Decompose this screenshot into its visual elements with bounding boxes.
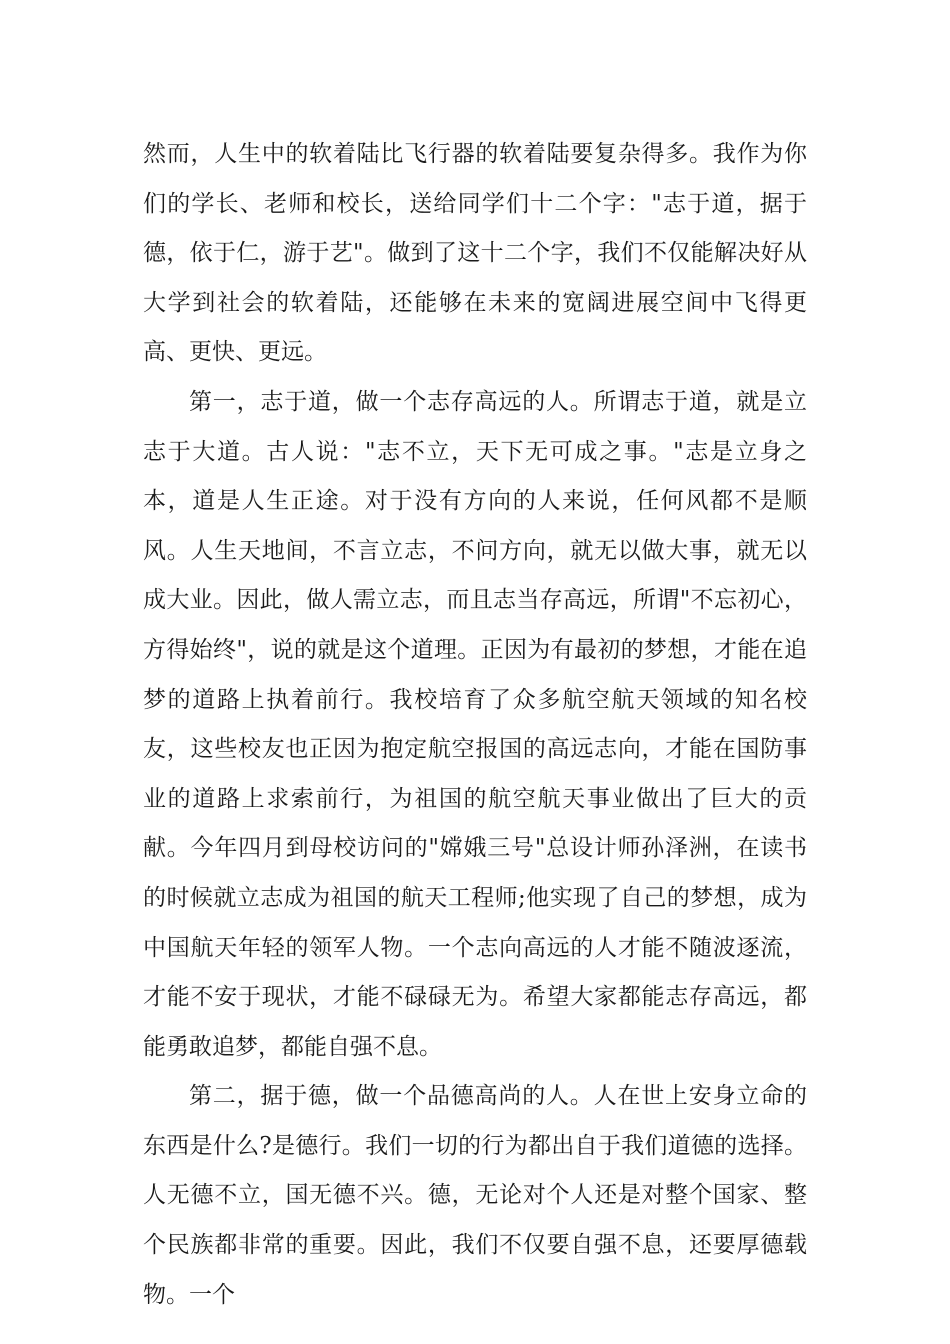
paragraph-second-point: 第二，据于德，做一个品德高尚的人。人在世上安身立命的东西是什么?是德行。我们一切的行为都出自于我们道德的选择。人无德不立，国无德不兴。德，无论对个人还是对整个国家、整个民族都非常的重要。因此，我们不仅要自强不息，还要厚德载物。一个 xyxy=(143,1083,807,1308)
paragraph-first-point: 第一，志于道，做一个志存高远的人。所谓志于道，就是立志于大道。古人说："志不立，天下无可成之事。"志是立身之本，道是人生正途。对于没有方向的人来说，任何风都不是顺风。人生天地间，不言立志，不问方向，就无以做大事，就无以成大业。因此，做人需立志，而且志当存高远，所谓"不忘初心，方得始终"，说的就是这个道理。正因为有最初的梦想，才能在追梦的道路上执着前行。我校培育了众多航空航天领域的知名校友，这些校友也正因为抱定航空报国的高远志向，才能在国防事业的道路上求索前行，为祖国的航空航天事业做出了巨大的贡献。今年四月到母校访问的"嫦娥三号"总设计师孙泽洲，在读书的时候就立志成为祖国的航天工程师;他实现了自己的梦想，成为中国航天年轻的领军人物。一个志向高远的人才能不随波逐流，才能不安于现状，才能不碌碌无为。希望大家都能志存高远，都能勇敢追梦，都能自强不息。 xyxy=(143,388,807,1060)
document-body xyxy=(143,130,807,1320)
paragraph-intro: 然而，人生中的软着陆比飞行器的软着陆要复杂得多。我作为你们的学长、老师和校长，送给同学们十二个字："志于道，据于德，依于仁，游于艺"。做到了这十二个字，我们不仅能解决好从大学到社会的软着陆，还能够在未来的宽阔进展空间中飞得更高、更快、更远。 xyxy=(143,141,807,366)
